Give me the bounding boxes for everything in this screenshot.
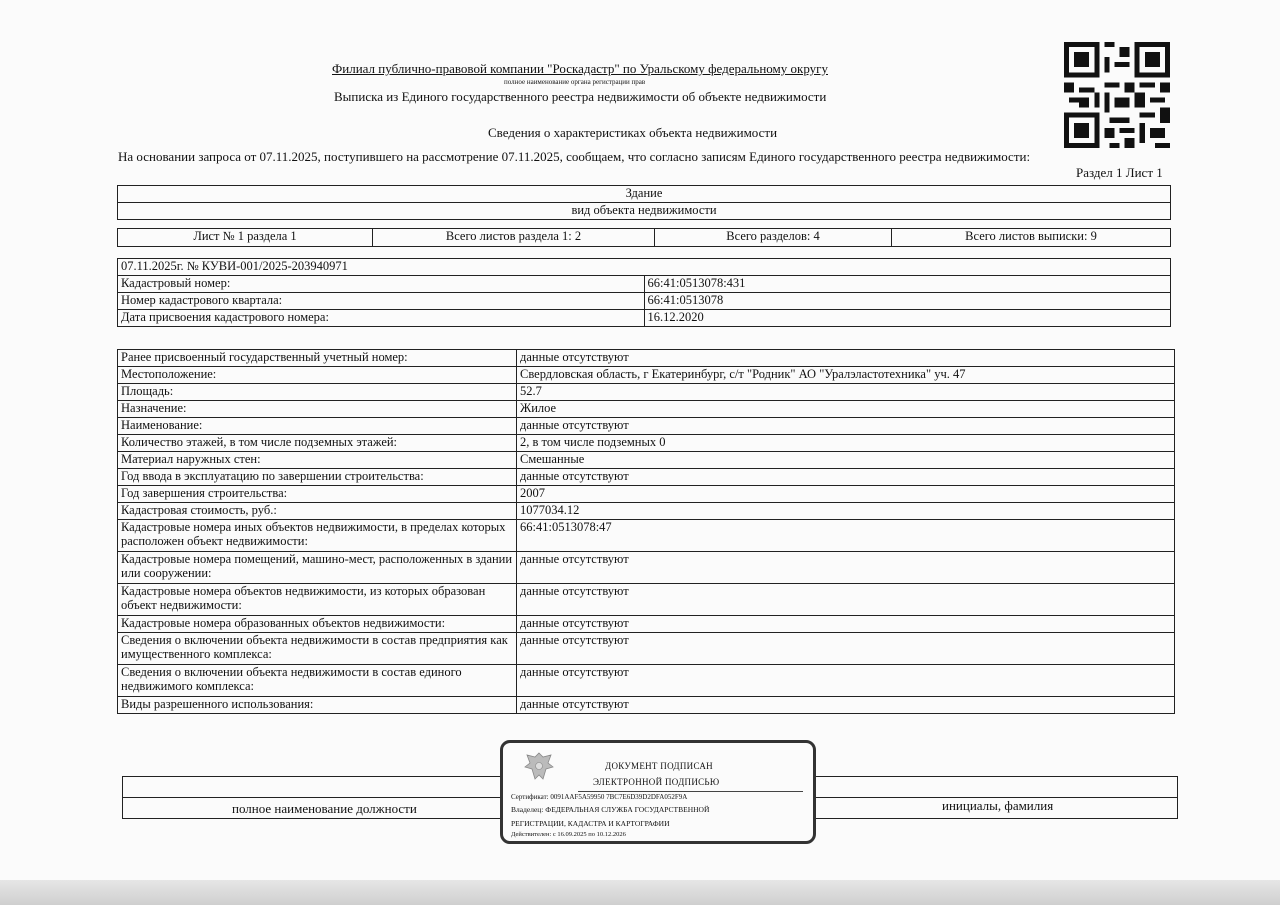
- object-type-table: [117, 185, 1171, 220]
- object-type-caption: вид объекта недвижимости: [118, 203, 1171, 220]
- row-value: данные отсутствуют: [517, 633, 1175, 665]
- row-label: Сведения о включении объекта недвижимости в состав предприятия как имущественного комплекса:: [118, 633, 517, 665]
- table-row: [118, 384, 1175, 401]
- row-value: 66:41:0513078: [644, 293, 1171, 310]
- name-field: [808, 776, 1178, 798]
- row-label: Дата присвоения кадастрового номера:: [118, 310, 645, 327]
- eagle-emblem-icon: [521, 749, 557, 785]
- row-label: Кадастровые номера объектов недвижимости, из которых образован объект недвижимости:: [118, 584, 517, 616]
- row-label: Местоположение:: [118, 367, 517, 384]
- table-row: [118, 350, 1175, 367]
- row-label: Наименование:: [118, 418, 517, 435]
- org-name: Филиал публично-правовой компании "Роскадастр" по Уральскому федеральному округу: [332, 61, 828, 76]
- row-value: данные отсутствуют: [517, 665, 1175, 697]
- row-value: 2007: [517, 486, 1175, 503]
- table-row: [118, 616, 1175, 633]
- table-row: [118, 452, 1175, 469]
- row-value: данные отсутствуют: [517, 584, 1175, 616]
- row-value: 66:41:0513078:47: [517, 520, 1175, 552]
- position-field: [122, 776, 504, 798]
- section-sheets-total: Всего листов раздела 1: 2: [373, 229, 655, 247]
- row-label: Кадастровые номера иных объектов недвижимости, в пределах которых расположен объект недвижимости:: [118, 520, 517, 552]
- table-row: [118, 552, 1175, 584]
- row-value: данные отсутствуют: [517, 552, 1175, 584]
- row-label: Материал наружных стен:: [118, 452, 517, 469]
- sections-total: Всего разделов: 4: [655, 229, 892, 247]
- table-row: [118, 665, 1175, 697]
- row-value: Смешанные: [517, 452, 1175, 469]
- table-row: [118, 584, 1175, 616]
- row-label: Кадастровые номера образованных объектов недвижимости:: [118, 616, 517, 633]
- row-label: Виды разрешенного использования:: [118, 697, 517, 714]
- row-value: данные отсутствуют: [517, 616, 1175, 633]
- row-value: 1077034.12: [517, 503, 1175, 520]
- row-value: 52.7: [517, 384, 1175, 401]
- section-sheet-label: Раздел 1 Лист 1: [1076, 165, 1163, 180]
- table-row: [118, 276, 1171, 293]
- row-label: Ранее присвоенный государственный учетный номер:: [118, 350, 517, 367]
- table-row: [118, 310, 1171, 327]
- table-row: [118, 486, 1175, 503]
- row-label: Кадастровый номер:: [118, 276, 645, 293]
- table-row: [118, 520, 1175, 552]
- scan-bottom-edge: [0, 880, 1280, 905]
- row-label: Номер кадастрового квартала:: [118, 293, 645, 310]
- stamp-line-1: ДОКУМЕНТ ПОДПИСАН: [605, 761, 713, 771]
- stamp-certificate: Сертификат: 0091AAF5A59950 7BC7E6D39D2DFA052F9A: [511, 793, 688, 801]
- identity-table: [117, 258, 1171, 327]
- stamp-owner-continued: РЕГИСТРАЦИИ, КАДАСТРА И КАРТОГРАФИИ: [511, 819, 670, 828]
- stamp-owner: Владелец: ФЕДЕРАЛЬНАЯ СЛУЖБА ГОСУДАРСТВЕННОЙ: [511, 805, 710, 814]
- section-title: Сведения о характеристиках объекта недвижимости: [488, 125, 778, 140]
- row-value: 66:41:0513078:431: [644, 276, 1171, 293]
- row-label: Кадастровые номера помещений, машино-мест, расположенных в здании или сооружении:: [118, 552, 517, 584]
- sheet-number: Лист № 1 раздела 1: [118, 229, 373, 247]
- electronic-signature-stamp: [500, 740, 816, 844]
- table-row: [118, 697, 1175, 714]
- object-type: Здание: [118, 186, 1171, 203]
- position-caption: полное наименование должности: [232, 801, 417, 816]
- row-value: Жилое: [517, 401, 1175, 418]
- name-caption: инициалы, фамилия: [942, 798, 1054, 813]
- row-value: данные отсутствуют: [517, 697, 1175, 714]
- table-row: [118, 418, 1175, 435]
- row-label: Год ввода в эксплуатацию по завершении строительства:: [118, 469, 517, 486]
- row-label: Количество этажей, в том числе подземных этажей:: [118, 435, 517, 452]
- qr-code-icon: [1064, 42, 1170, 148]
- row-value: данные отсутствуют: [517, 418, 1175, 435]
- extract-sheets-total: Всего листов выписки: 9: [892, 229, 1171, 247]
- table-row: [118, 293, 1171, 310]
- request-basis: На основании запроса от 07.11.2025, поступившего на рассмотрение 07.11.2025, сообщаем, что согласно записям Единого государственного реестра недвижимости:: [118, 149, 1031, 164]
- row-value: 2, в том числе подземных 0: [517, 435, 1175, 452]
- table-row: [118, 401, 1175, 418]
- org-caption: полное наименование органа регистрации прав: [504, 78, 646, 86]
- row-label: Площадь:: [118, 384, 517, 401]
- row-value: данные отсутствуют: [517, 350, 1175, 367]
- table-row: [118, 503, 1175, 520]
- sheet-info-table: [117, 228, 1171, 247]
- record-number: 07.11.2025г. № КУВИ-001/2025-203940971: [118, 259, 1171, 276]
- stamp-validity: Действителен: с 16.09.2025 по 10.12.2026: [511, 831, 626, 838]
- stamp-line-2: ЭЛЕКТРОННОЙ ПОДПИСЬЮ: [593, 777, 720, 787]
- row-label: Год завершения строительства:: [118, 486, 517, 503]
- row-value: 16.12.2020: [644, 310, 1171, 327]
- details-table: [117, 349, 1175, 714]
- table-row: [118, 469, 1175, 486]
- row-label: Кадастровая стоимость, руб.:: [118, 503, 517, 520]
- row-value: Свердловская область, г Екатеринбург, с/т "Родник" АО "Уралэластотехника" уч. 47: [517, 367, 1175, 384]
- stamp-divider: [578, 791, 803, 792]
- table-row: [118, 633, 1175, 665]
- row-value: данные отсутствуют: [517, 469, 1175, 486]
- row-label: Сведения о включении объекта недвижимости в состав единого недвижимого комплекса:: [118, 665, 517, 697]
- row-label: Назначение:: [118, 401, 517, 418]
- document-title: Выписка из Единого государственного реестра недвижимости об объекте недвижимости: [334, 89, 827, 104]
- table-row: [118, 435, 1175, 452]
- table-row: [118, 367, 1175, 384]
